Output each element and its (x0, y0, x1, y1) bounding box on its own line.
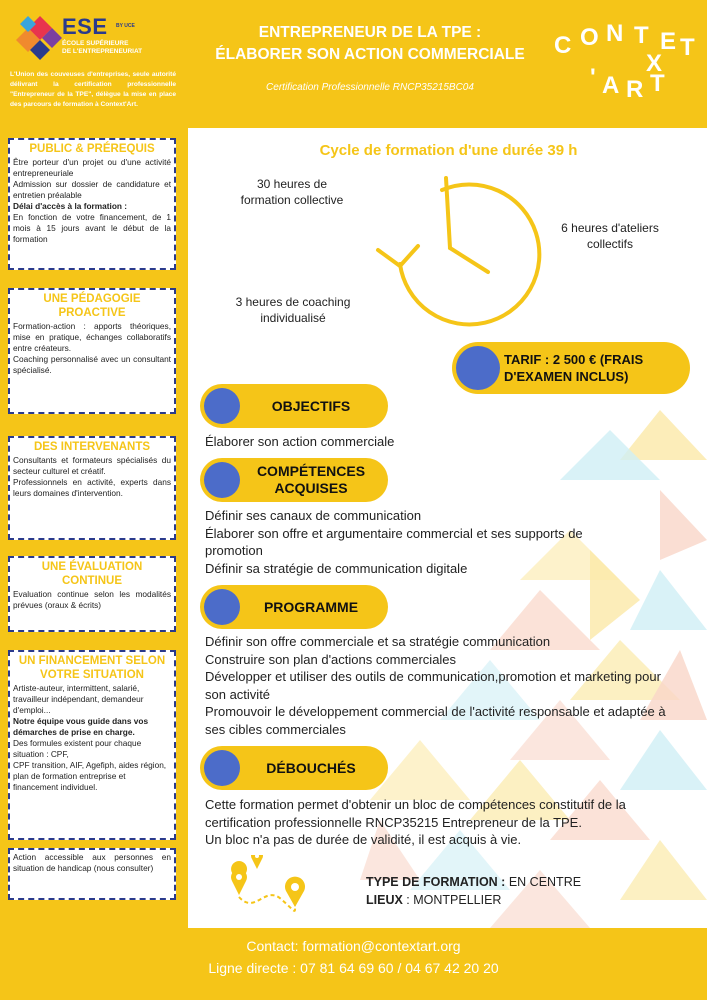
brand-letter: T (634, 22, 649, 49)
certification-code: Certification Professionnelle RNCP35215BC04 (266, 82, 474, 93)
evaluation-text: Evaluation continue selon les modalités prévues (oraux & écrits) (13, 589, 171, 610)
objectifs-label: OBJECTIFS (271, 397, 351, 414)
cycle-ateliers-line2: collectifs (586, 237, 633, 251)
competences-label (244, 458, 378, 502)
tarif-dot-icon (456, 346, 500, 390)
lieu-value: : MONTPELLIER (402, 893, 502, 907)
ese-school-line1: ÉCOLE SUPÉRIEURE (62, 40, 129, 47)
pedagogie-title (13, 292, 171, 320)
brand-letter: T (650, 70, 665, 97)
financement-text (13, 683, 171, 793)
financement-title-line2: VOTRE SITUATION (40, 669, 144, 681)
cycle-collective-line2: formation collective (240, 193, 344, 207)
debouches-item: Un bloc n'a pas de durée de validité, il est acquis à vie. (205, 832, 522, 847)
debouches-label: DÉBOUCHÉS (266, 759, 356, 776)
page-title-line1: ENTREPRENEUR DE LA TPE : (258, 24, 482, 41)
type-formation (366, 873, 581, 891)
public-text1: Être porteur d'un projet ou d'une activité entrepreneuriale (13, 157, 171, 178)
debouches-list (205, 796, 665, 849)
evaluation-title-line1: UNE ÉVALUATION (41, 561, 143, 573)
lieux (366, 891, 581, 909)
competences-label-line2: ACQUISES (274, 480, 348, 496)
competences-item: Élaborer son offre et argumentaire commercial et ses supports de promotion (205, 525, 583, 558)
cycle-label-ateliers (540, 220, 680, 252)
evaluation-title (13, 560, 171, 588)
page-title-line2: ÉLABORER SON ACTION COMMERCIALE (215, 46, 525, 63)
public-text (13, 157, 171, 245)
type-value: EN CENTRE (505, 875, 582, 889)
brand-letter: R (626, 76, 644, 103)
public-text3 (13, 201, 171, 212)
objectifs-item: Élaborer son action commerciale (205, 434, 395, 449)
ese-diamond-icon (16, 14, 64, 62)
cycle-ateliers-line1: 6 heures d'ateliers (561, 221, 659, 235)
intervenants-text1: Consultants et formateurs spécialisés du secteur culturel et créatif. (13, 455, 171, 476)
public-title: PUBLIC & PRÉREQUIS (29, 143, 155, 155)
cycle-title: Cycle de formation d'une durée 39 h (319, 142, 578, 159)
brand-letter: A (602, 72, 620, 99)
clock-icon (360, 168, 560, 328)
programme-label: PROGRAMME (263, 598, 359, 615)
financement-box (8, 650, 176, 840)
financement-text2 (13, 716, 171, 738)
type-label: TYPE DE FORMATION : (366, 875, 506, 889)
debouches-pill (200, 746, 388, 790)
footer (0, 928, 707, 1000)
cycle-coaching-line2: individualisé (260, 311, 326, 325)
pedagogie-box (8, 288, 176, 414)
ese-logo-text: ESE (62, 14, 108, 39)
public-text4: En fonction de votre financement, de 1 mois à 15 jours avant le début de la formation (13, 212, 171, 244)
pedagogie-text2: Coaching personnalisé avec un consultant spécialisé. (13, 354, 171, 375)
financement-guide: Notre équipe vous guide dans vos démarches de prise en charge. (13, 716, 149, 737)
programme-pill (200, 585, 388, 629)
intervenants-box (8, 436, 176, 540)
header (0, 0, 707, 128)
location-pin-icon (225, 855, 315, 925)
programme-item: Promouvoir le développement commercial de l'activité responsable et adaptée à ses cibles commerciales (205, 704, 666, 737)
debouches-item: Cette formation permet d'obtenir un bloc de compétences constitutif de la certification professionnelle RNCP35215 Entrepreneur de la TPE. (205, 797, 626, 830)
contact-phone[interactable]: Ligne directe : 07 81 64 69 60 / 04 67 42 20 20 (208, 960, 499, 976)
lieu-label: LIEUX (366, 893, 403, 907)
tarif-label (504, 342, 680, 394)
tarif-line2: D'EXAMEN INCLUS) (504, 369, 629, 384)
financement-text3: Des formules existent pour chaque situation : CPF, (13, 738, 142, 759)
competences-pill (200, 458, 388, 502)
infos-block (366, 873, 581, 909)
competences-dot-icon (204, 462, 240, 498)
public-box (8, 138, 176, 270)
cycle-label-coaching (218, 294, 368, 326)
ese-school-line2: DE L'ENTREPRENEURIAT (62, 48, 143, 55)
programme-item: Définir son offre commerciale et sa stratégie communication (205, 634, 551, 649)
brand-letter: T (680, 34, 695, 61)
brand-letter: ' (590, 64, 596, 91)
debouches-dot-icon (204, 750, 240, 786)
sidebar (0, 128, 188, 928)
ese-logo-byuce: BY UCE (116, 23, 135, 29)
accessibilite-box (8, 848, 176, 900)
public-delay-label: Délai d'accès à la formation : (13, 201, 128, 211)
intervenants-text (13, 455, 171, 499)
brand-letter: X (646, 50, 663, 77)
contextart-logo (550, 20, 700, 110)
evaluation-box (8, 556, 176, 632)
objectifs-dot-icon (204, 388, 240, 424)
cycle-label-collective (222, 176, 362, 208)
competences-list (205, 507, 625, 577)
programme-item: Développer et utiliser des outils de communication,promotion et marketing pour son activité (205, 669, 661, 702)
tarif-pill (452, 342, 690, 394)
financement-title-line1: UN FINANCEMENT SELON (18, 655, 166, 667)
programme-list (205, 633, 675, 738)
page-title (200, 22, 540, 66)
competences-label-line1: COMPÉTENCES (256, 463, 366, 479)
competences-item: Définir sa stratégie de communication digitale (205, 560, 468, 576)
objectifs-list (205, 433, 645, 451)
ese-logo (16, 14, 176, 64)
brand-letter: C (554, 32, 572, 59)
ese-logo-school (62, 40, 182, 56)
tarif-line1: TARIF : 2 500 € (FRAIS (504, 352, 644, 367)
objectifs-pill (200, 384, 388, 428)
contact-email[interactable]: Contact: formation@contextart.org (246, 938, 461, 954)
brand-letter: O (580, 24, 599, 51)
pedagogie-text (13, 321, 171, 376)
accessibilite-text: Action accessible aux personnes en situation de handicap (nous consulter) (13, 852, 171, 873)
financement-text4: CPF transition, AIF, Agefiph, aides région, plan de formation entreprise et financement individuel. (13, 760, 167, 792)
cycle-coaching-line1: 3 heures de coaching (235, 295, 351, 309)
financement-title (13, 654, 171, 682)
financement-text1: Artiste-auteur, intermittent, salarié, travailleur indépendant, demandeur d'emploi... (13, 683, 144, 715)
competences-item: Définir ses canaux de communication (205, 508, 422, 523)
programme-dot-icon (204, 589, 240, 625)
programme-item: Construire son plan d'actions commerciales (205, 651, 457, 667)
public-text2: Admission sur dossier de candidature et entretien préalable (13, 179, 171, 200)
brand-letter: N (606, 20, 624, 47)
pedagogie-title-line2: PROACTIVE (58, 307, 126, 319)
header-intro: L'Union des couveuses d'entreprises, seule autorité délivrant la certification professionnelle "Entrepreneur de la TPE", délègue la mise en place des parcours de formation à Context'Art. (10, 71, 176, 108)
pedagogie-title-line1: UNE PÉDAGOGIE (43, 293, 141, 305)
pedagogie-text1: Formation-action : apports théoriques, mise en pratique, échanges collaboratifs entre créateurs. (13, 321, 171, 353)
evaluation-title-line2: CONTINUE (61, 575, 123, 587)
cycle-collective-line1: 30 heures de (256, 177, 328, 191)
intervenants-title: DES INTERVENANTS (33, 441, 151, 453)
brand-letter: E (660, 28, 677, 55)
intervenants-text2: Professionnels en activité, experts dans leurs domaines d'intervention. (13, 477, 171, 498)
